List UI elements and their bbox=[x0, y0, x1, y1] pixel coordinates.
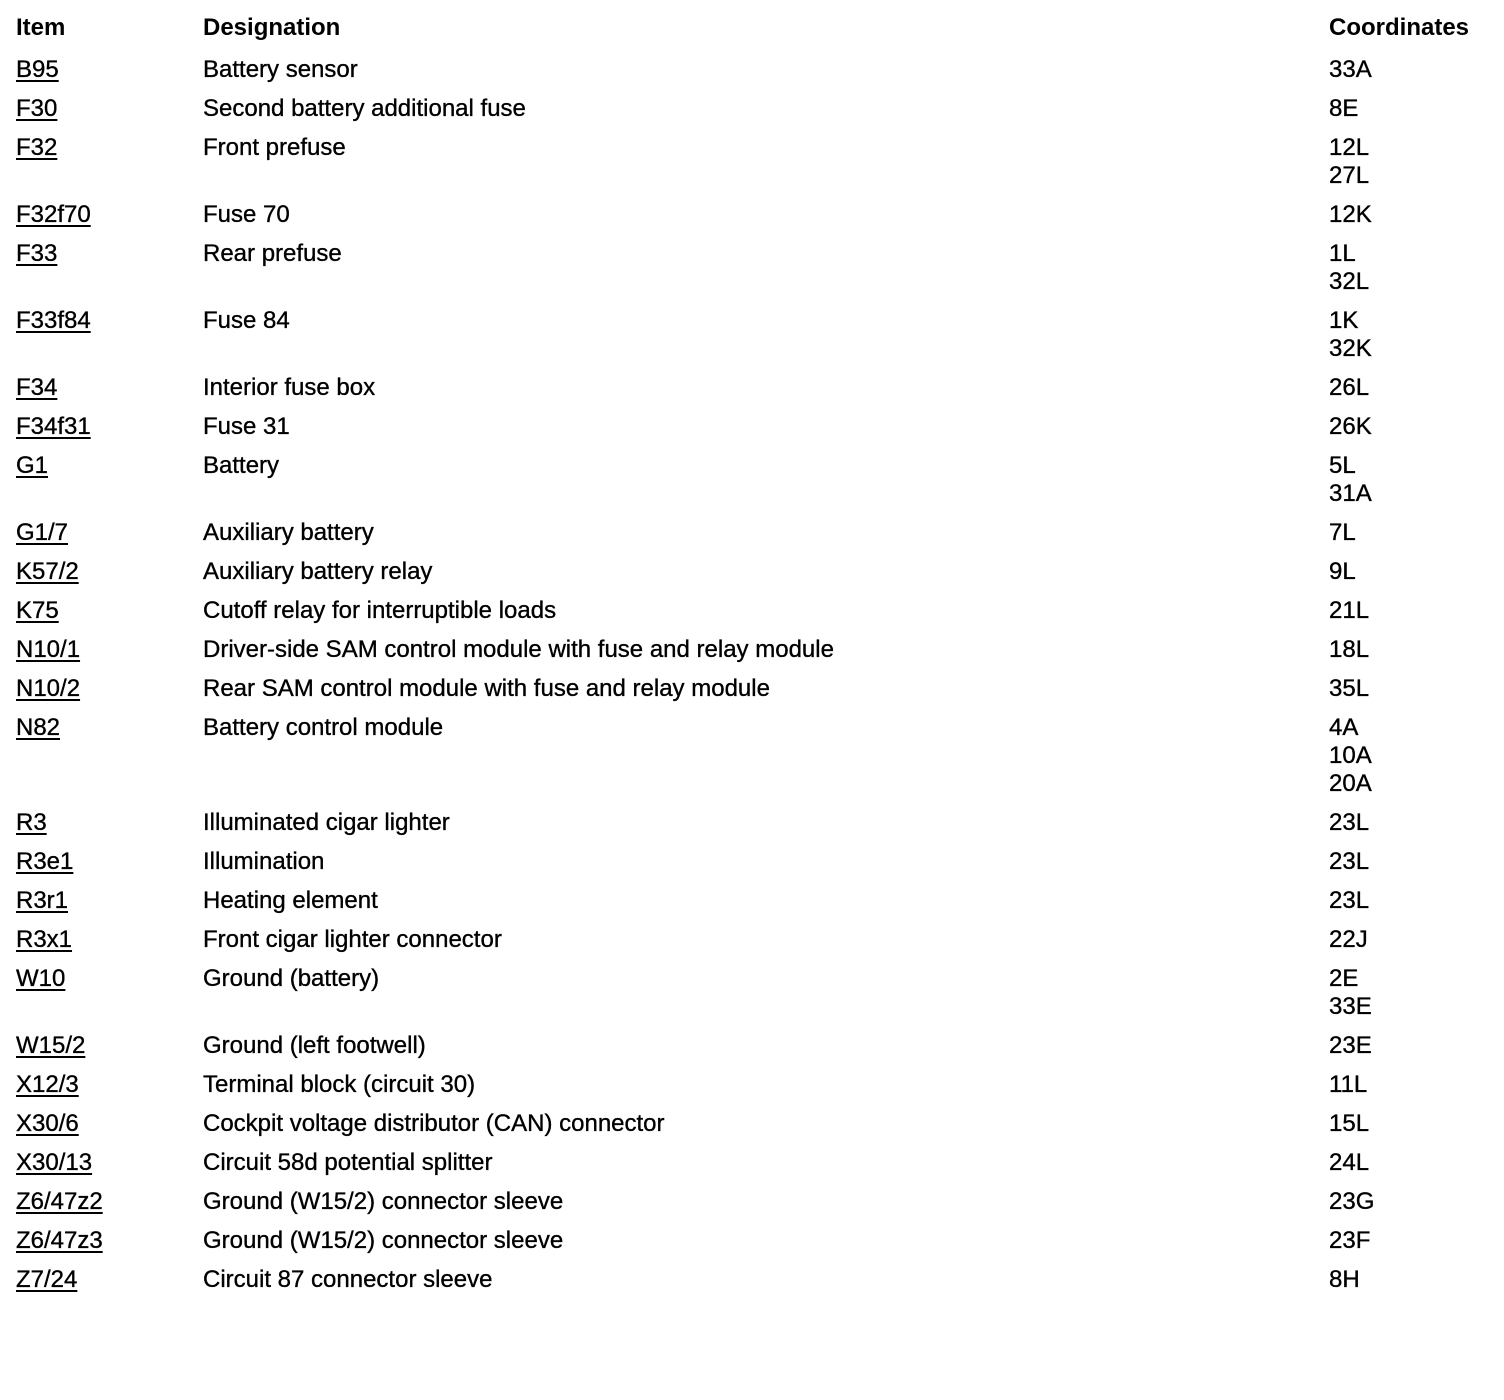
item-cell bbox=[16, 636, 80, 664]
designation-cell: Ground (W15/2) connector sleeve bbox=[203, 1227, 564, 1254]
coordinate-value: 8E bbox=[1329, 95, 1359, 122]
coordinates-cell bbox=[1329, 809, 1369, 837]
coordinates-cell bbox=[1329, 636, 1369, 664]
designation-cell: Rear SAM control module with fuse and relay module bbox=[203, 675, 770, 702]
item-cell bbox=[16, 1227, 103, 1255]
item-link[interactable]: X30/6 bbox=[16, 1110, 79, 1137]
item-link[interactable]: X12/3 bbox=[16, 1071, 79, 1098]
item-link[interactable]: R3 bbox=[16, 809, 47, 836]
coordinate-value: 1K bbox=[1329, 307, 1359, 334]
coordinate-value: 35L bbox=[1329, 675, 1370, 702]
coordinate-value: 32K bbox=[1329, 335, 1372, 362]
coordinate-value: 27L bbox=[1329, 162, 1370, 189]
designation-cell: Auxiliary battery relay bbox=[203, 558, 433, 585]
coordinates-cell bbox=[1329, 675, 1369, 703]
item-cell bbox=[16, 201, 91, 229]
table-row bbox=[0, 134, 1504, 201]
item-cell bbox=[16, 56, 59, 84]
coordinate-value: 31A bbox=[1329, 480, 1372, 507]
coordinates-cell bbox=[1329, 965, 1372, 1021]
table-row bbox=[0, 1227, 1504, 1266]
designation-cell: Terminal block (circuit 30) bbox=[203, 1071, 476, 1098]
designation-cell: Cutoff relay for interruptible loads bbox=[203, 597, 557, 624]
table-row bbox=[0, 56, 1504, 95]
coordinates-cell bbox=[1329, 926, 1368, 954]
coordinate-value: 22J bbox=[1329, 926, 1368, 953]
item-link[interactable]: G1 bbox=[16, 452, 49, 479]
coordinate-value: 18L bbox=[1329, 636, 1370, 663]
coordinate-value: 33E bbox=[1329, 993, 1372, 1020]
item-link[interactable]: F34f31 bbox=[16, 413, 91, 440]
designation-cell: Illuminated cigar lighter bbox=[203, 809, 450, 836]
coordinate-value: 23F bbox=[1329, 1227, 1371, 1254]
item-link[interactable]: B95 bbox=[16, 56, 59, 83]
item-link[interactable]: G1/7 bbox=[16, 519, 69, 546]
item-link[interactable]: X30/13 bbox=[16, 1149, 93, 1176]
table-row bbox=[0, 636, 1504, 675]
coordinates-cell bbox=[1329, 95, 1358, 123]
designation-cell: Fuse 70 bbox=[203, 201, 290, 228]
item-cell bbox=[16, 1149, 92, 1177]
item-link[interactable]: F32 bbox=[16, 134, 58, 161]
designation-cell: Battery control module bbox=[203, 714, 444, 741]
designation-cell: Fuse 84 bbox=[203, 307, 290, 334]
item-cell bbox=[16, 597, 59, 625]
item-cell bbox=[16, 1032, 85, 1060]
designation-cell: Heating element bbox=[203, 887, 378, 914]
item-link[interactable]: R3r1 bbox=[16, 887, 69, 914]
table-row bbox=[0, 848, 1504, 887]
table-row bbox=[0, 307, 1504, 374]
table-row bbox=[0, 809, 1504, 848]
table-row bbox=[0, 1149, 1504, 1188]
item-link[interactable]: F32f70 bbox=[16, 201, 91, 228]
item-cell bbox=[16, 887, 68, 915]
designation-cell: Ground (battery) bbox=[203, 965, 380, 992]
table-row bbox=[0, 1032, 1504, 1071]
designation-cell: Interior fuse box bbox=[203, 374, 376, 401]
coordinates-cell bbox=[1329, 374, 1369, 402]
coordinate-value: 9L bbox=[1329, 558, 1356, 585]
item-link[interactable]: R3e1 bbox=[16, 848, 74, 875]
coordinate-value: 2E bbox=[1329, 965, 1359, 992]
item-cell bbox=[16, 134, 57, 162]
designation-cell: Ground (W15/2) connector sleeve bbox=[203, 1188, 564, 1215]
table-row bbox=[0, 926, 1504, 965]
coordinate-value: 10A bbox=[1329, 742, 1372, 769]
coordinate-value: 23L bbox=[1329, 887, 1370, 914]
coordinate-value: 20A bbox=[1329, 770, 1372, 797]
item-link[interactable]: R3x1 bbox=[16, 926, 73, 953]
coordinates-cell bbox=[1329, 413, 1372, 441]
coordinates-cell bbox=[1329, 240, 1369, 296]
coordinates-cell bbox=[1329, 1188, 1374, 1216]
designation-cell: Illumination bbox=[203, 848, 325, 875]
coordinate-value: 4A bbox=[1329, 714, 1359, 741]
item-cell bbox=[16, 926, 72, 954]
designation-cell: Front prefuse bbox=[203, 134, 346, 161]
coordinate-value: 23G bbox=[1329, 1188, 1375, 1215]
table-row bbox=[0, 887, 1504, 926]
coordinates-cell bbox=[1329, 201, 1372, 229]
designation-cell: Rear prefuse bbox=[203, 240, 342, 267]
table-body bbox=[0, 56, 1504, 1305]
header-item: Item bbox=[16, 14, 66, 41]
coordinate-value: 15L bbox=[1329, 1110, 1370, 1137]
coordinate-value: 23L bbox=[1329, 848, 1370, 875]
designation-cell: Battery sensor bbox=[203, 56, 358, 83]
table-row bbox=[0, 519, 1504, 558]
designation-cell: Ground (left footwell) bbox=[203, 1032, 426, 1059]
item-cell bbox=[16, 809, 47, 837]
table-row bbox=[0, 714, 1504, 809]
coordinates-cell bbox=[1329, 848, 1369, 876]
coordinate-value: 21L bbox=[1329, 597, 1370, 624]
item-link[interactable]: F30 bbox=[16, 95, 58, 122]
coordinate-value: 5L bbox=[1329, 452, 1356, 479]
item-link[interactable]: N10/1 bbox=[16, 636, 81, 663]
item-link[interactable]: W10 bbox=[16, 965, 66, 992]
coordinate-value: 12K bbox=[1329, 201, 1372, 228]
coordinate-value: 8H bbox=[1329, 1266, 1360, 1293]
designation-cell: Circuit 58d potential splitter bbox=[203, 1149, 493, 1176]
coordinates-cell bbox=[1329, 56, 1372, 84]
table-row bbox=[0, 1071, 1504, 1110]
coordinates-cell bbox=[1329, 1266, 1360, 1294]
item-link[interactable]: K57/2 bbox=[16, 558, 79, 585]
item-cell bbox=[16, 452, 48, 480]
item-link[interactable]: F33 bbox=[16, 240, 58, 267]
item-cell bbox=[16, 95, 57, 123]
coordinates-cell bbox=[1329, 1032, 1372, 1060]
table-row bbox=[0, 1110, 1504, 1149]
coordinates-cell bbox=[1329, 1110, 1369, 1138]
coordinates-cell bbox=[1329, 558, 1356, 586]
item-link[interactable]: N82 bbox=[16, 714, 61, 741]
coordinate-value: 26K bbox=[1329, 413, 1372, 440]
table-row bbox=[0, 558, 1504, 597]
item-link[interactable]: Z7/24 bbox=[16, 1266, 78, 1293]
header-designation: Designation bbox=[203, 14, 341, 41]
item-cell bbox=[16, 519, 68, 547]
coordinates-cell bbox=[1329, 887, 1369, 915]
table-row bbox=[0, 413, 1504, 452]
item-link[interactable]: Z6/47z2 bbox=[16, 1188, 103, 1215]
item-link[interactable]: W15/2 bbox=[16, 1032, 86, 1059]
designation-cell: Battery bbox=[203, 452, 280, 479]
designation-cell: Fuse 31 bbox=[203, 413, 290, 440]
designation-cell: Driver-side SAM control module with fuse and relay module bbox=[203, 636, 834, 663]
table-row bbox=[0, 597, 1504, 636]
table-header bbox=[0, 14, 1504, 56]
table-row bbox=[0, 1266, 1504, 1305]
table-row bbox=[0, 452, 1504, 519]
table-row bbox=[0, 965, 1504, 1032]
coordinates-cell bbox=[1329, 1071, 1367, 1099]
designation-cell: Front cigar lighter connector bbox=[203, 926, 502, 953]
coordinates-cell bbox=[1329, 307, 1372, 363]
item-link[interactable]: Z6/47z3 bbox=[16, 1227, 103, 1254]
item-link[interactable]: F34 bbox=[16, 374, 58, 401]
item-cell bbox=[16, 558, 79, 586]
item-cell bbox=[16, 714, 60, 742]
item-link[interactable]: F33f84 bbox=[16, 307, 91, 334]
component-table bbox=[0, 14, 1504, 1305]
coordinate-value: 23E bbox=[1329, 1032, 1372, 1059]
item-cell bbox=[16, 307, 91, 335]
coordinates-cell bbox=[1329, 597, 1369, 625]
designation-cell: Second battery additional fuse bbox=[203, 95, 526, 122]
designation-cell: Circuit 87 connector sleeve bbox=[203, 1266, 493, 1293]
coordinate-value: 24L bbox=[1329, 1149, 1370, 1176]
item-cell bbox=[16, 1266, 77, 1294]
item-cell bbox=[16, 848, 73, 876]
coordinates-cell bbox=[1329, 714, 1372, 798]
item-cell bbox=[16, 1110, 79, 1138]
coordinates-cell bbox=[1329, 134, 1369, 190]
item-cell bbox=[16, 240, 57, 268]
coordinate-value: 23L bbox=[1329, 809, 1370, 836]
table-row bbox=[0, 1188, 1504, 1227]
coordinates-cell bbox=[1329, 1149, 1369, 1177]
coordinate-value: 32L bbox=[1329, 268, 1370, 295]
coordinate-value: 33A bbox=[1329, 56, 1372, 83]
item-cell bbox=[16, 675, 80, 703]
coordinate-value: 7L bbox=[1329, 519, 1356, 546]
item-cell bbox=[16, 1188, 103, 1216]
coordinates-cell bbox=[1329, 519, 1356, 547]
designation-cell: Auxiliary battery bbox=[203, 519, 374, 546]
table-row bbox=[0, 374, 1504, 413]
table-row bbox=[0, 95, 1504, 134]
item-link[interactable]: K75 bbox=[16, 597, 59, 624]
item-cell bbox=[16, 965, 65, 993]
coordinates-cell bbox=[1329, 452, 1372, 508]
item-cell bbox=[16, 413, 91, 441]
coordinate-value: 11L bbox=[1329, 1071, 1368, 1098]
item-cell bbox=[16, 1071, 79, 1099]
table-row bbox=[0, 240, 1504, 307]
designation-cell: Cockpit voltage distributor (CAN) connector bbox=[203, 1110, 665, 1137]
table-row bbox=[0, 201, 1504, 240]
table-row bbox=[0, 675, 1504, 714]
item-cell bbox=[16, 374, 57, 402]
header-coordinates: Coordinates bbox=[1329, 14, 1470, 41]
item-link[interactable]: N10/2 bbox=[16, 675, 81, 702]
coordinate-value: 12L bbox=[1329, 134, 1370, 161]
coordinate-value: 26L bbox=[1329, 374, 1370, 401]
coordinate-value: 1L bbox=[1329, 240, 1356, 267]
coordinates-cell bbox=[1329, 1227, 1370, 1255]
